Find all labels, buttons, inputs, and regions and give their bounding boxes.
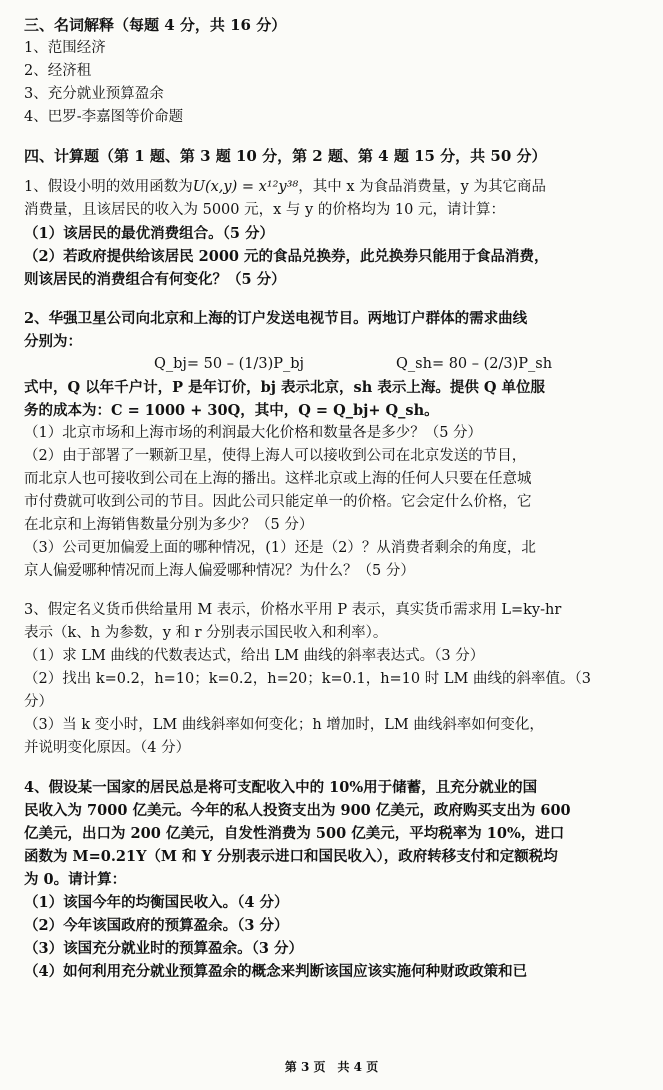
demand-formulas [24,353,643,376]
q1-sub-2: （2）若政府提供给该居民 2000 元的食品兑换券，此兑换券只能用于食品消费， [24,248,549,265]
question-2 [24,307,643,583]
formula-beijing: Q_bj= 50 – (1/3)P_bj [154,356,305,372]
section-3-title: 三、名词解释（每题 4 分，共 16 分） [24,16,287,34]
q1-sub-2-cont: 则该居民的消费组合有何变化？（5 分） [24,271,286,288]
q4-line-1: 4、假设某一国家的居民总是将可支配收入中的 10%用于储蓄，且充分就业的国 [24,779,538,796]
q4-line-4: 函数为 M=0.21Y（M 和 Y 分别表示进口和国民收入），政府转移支付和定额税均 [24,848,558,865]
q4-sub-4: （4）如何利用充分就业预算盈余的概念来判断该国应该实施何种财政政策和已 [24,963,528,980]
q2-line-1: 2、华强卫星公司向北京和上海的订户发送电视节目。两地订户群体的需求曲线 [24,310,528,327]
q3-line-1: 3、假定名义货币供给量用 M 表示，价格水平用 P 表示，真实货币需求用 L=ky-hr [24,602,562,618]
formula-shanghai: Q_sh= 80 – (2/3)P_sh [396,356,553,372]
q2-sub-2-cont-3: 在北京和上海销售数量分别为多少？（5 分） [24,517,314,533]
page-footer: 第 3 页 共 4 页 [284,1060,379,1074]
q3-sub-2-cont: 分） [24,694,53,710]
q3-line-2: 表示（k、h 为参数，y 和 r 分别表示国民收入和利率）。 [24,625,388,641]
q3-sub-1: （1）求 LM 曲线的代数表达式，给出 LM 曲线的斜率表达式。（3 分） [24,648,485,664]
term-item-1: 1、范围经济 [24,40,106,56]
section-3 [24,14,643,129]
q2-sub-3: （3）公司更加偏爱上面的哪种情况，(1）还是（2）？从消费者剩余的角度，北 [24,540,536,556]
q4-sub-3: （3）该国充分就业时的预算盈余。（3 分） [24,940,303,957]
q4-sub-1: （1）该国今年的均衡国民收入。（4 分） [24,894,289,911]
q2-sub-2-cont-1: 而北京人也可接收到公司在上海的播出。这样北京或上海的任何人只要在任意城 [24,471,532,487]
q2-sub-2: （2）由于部署了一颗新卫星，使得上海人可以接收到公司在北京发送的节目， [24,448,527,464]
q4-line-2: 民收入为 7000 亿美元。今年的私人投资支出为 900 亿美元，政府购买支出为 600 [24,802,571,819]
q1-sub-1: （1）该居民的最优消费组合。（5 分） [24,225,274,242]
question-4 [24,776,643,983]
q2-line-2: 分别为： [24,333,82,350]
term-item-3: 3、充分就业预算盈余 [24,86,164,102]
section-4 [24,145,643,983]
q3-sub-2: （2）找出 k=0.2，h=10；k=0.2，h=20；k=0.1，h=10 时 LM 曲线的斜率值。（3 [24,671,591,687]
q1-line-1: 1、假设小明的效用函数为U(x,y) = x¹²y³⁸，其中 x 为食品消费量，y 为其它商品 [24,179,546,195]
q3-sub-3: （3）当 k 变小时，LM 曲线斜率如何变化；h 增加时，LM 曲线斜率如何变化， [24,717,544,733]
q2-line-3: 式中，Q 以年千户计，P 是年订价，bj 表示北京，sh 表示上海。提供 Q 单位服 [24,379,546,396]
term-item-4: 4、巴罗-李嘉图等价命题 [24,109,184,125]
section-4-title: 四、计算题（第 1 题、第 3 题 10 分，第 2 题、第 4 题 15 分，共 50 分） [24,147,547,165]
q2-sub-2-cont-2: 市付费就可收到公司的节目。因此公司只能定单一的价格。它会定什么价格，它 [24,494,532,510]
question-1 [24,176,643,291]
q3-sub-3-cont: 并说明变化原因。（4 分） [24,740,191,756]
q2-sub-3-cont: 京人偏爱哪种情况而上海人偏爱哪种情况？为什么？（5 分） [24,563,415,579]
q4-line-3: 亿美元，出口为 200 亿美元，自发性消费为 500 亿美元，平均税率为 10%，进口 [24,825,565,842]
q1-line-2: 消费量，且该居民的收入为 5000 元，x 与 y 的价格均为 10 元，请计算： [24,202,505,218]
utility-function: U(x,y) = x¹²y³⁸ [192,179,299,195]
q4-line-5: 为 0。请计算： [24,871,127,888]
term-item-2: 2、经济租 [24,63,92,79]
q2-line-4: 务的成本为：C = 1000 + 30Q，其中，Q = Q_bj+ Q_sh。 [24,402,439,419]
q4-sub-2: （2）今年该国政府的预算盈余。（3 分） [24,917,289,934]
q2-sub-1: （1）北京市场和上海市场的利润最大化价格和数量各是多少？（5 分） [24,425,483,441]
question-3 [24,599,643,760]
